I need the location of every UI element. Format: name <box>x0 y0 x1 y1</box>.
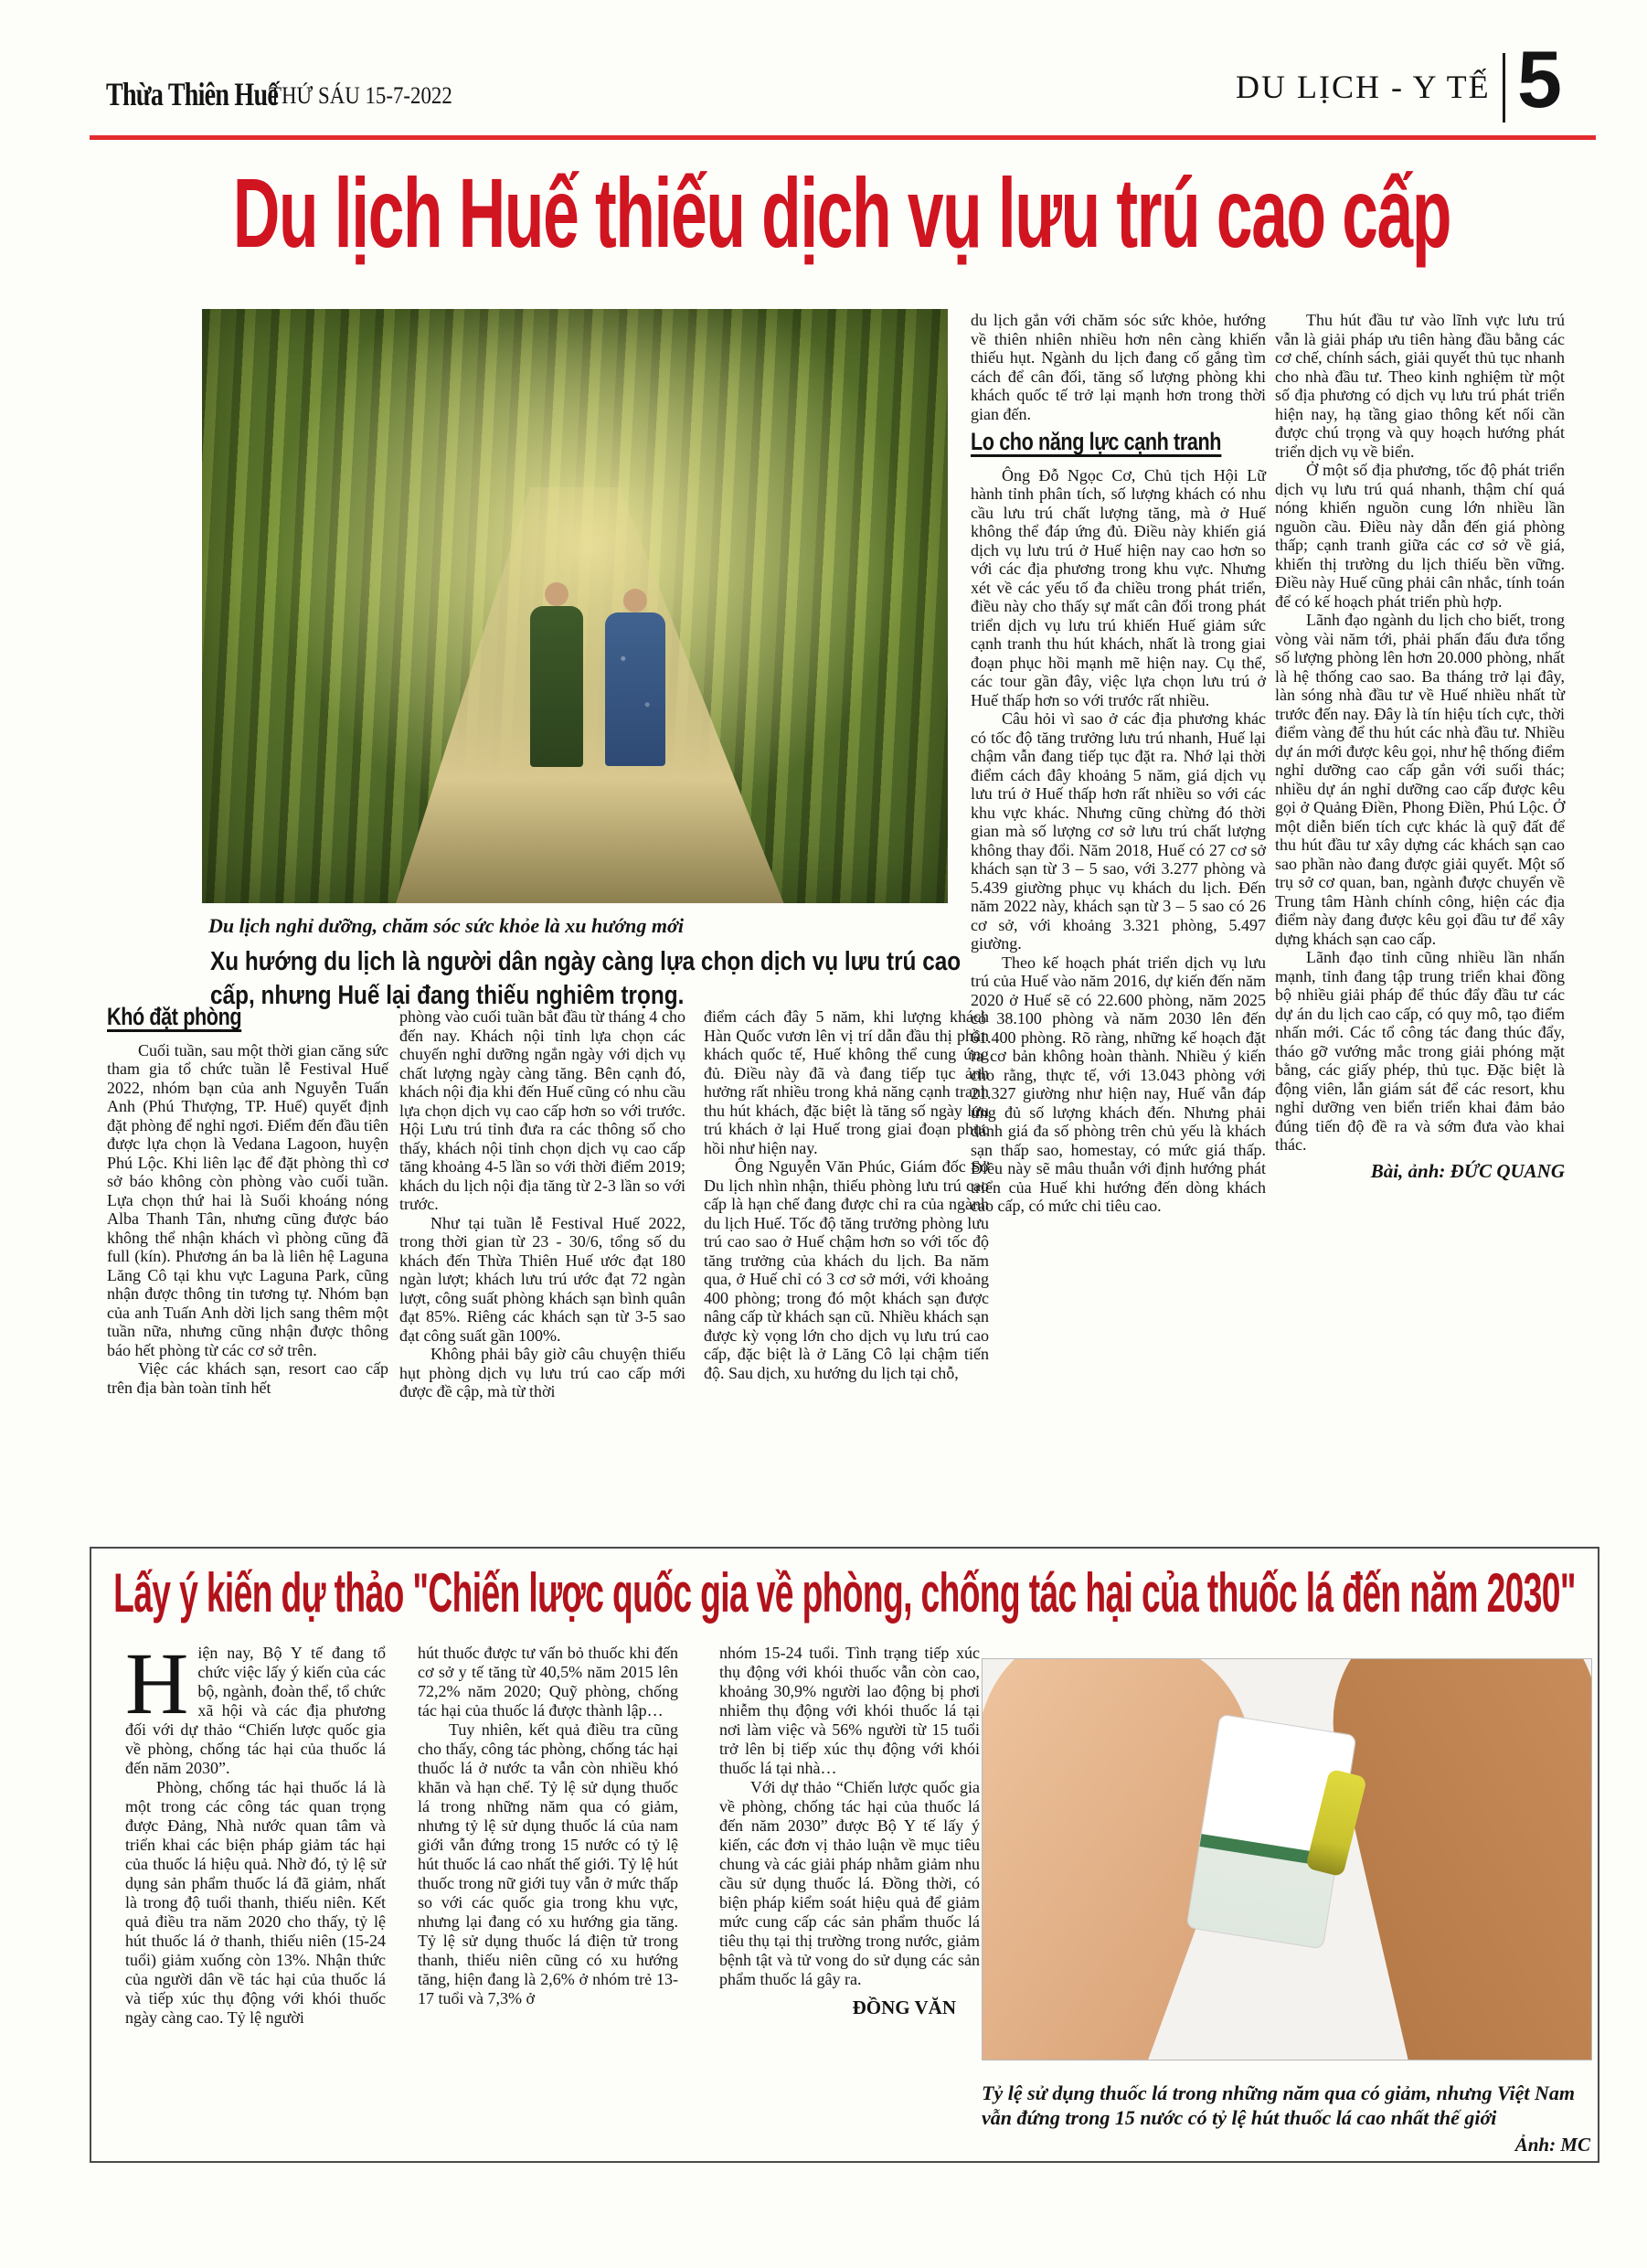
article2-author: ĐỒNG VĂN <box>852 1996 956 2018</box>
paragraph: Cuối tuần, sau một thời gian căng sức tham gia tổ chức tuần lễ Festival Huế 2022, nhóm bạn của anh Nguyễn Tuấn Anh (Phú Thượng, TP. Huế) quyết định đặt phòng để nghỉ ngơi. Điểm đến đầu tiên được lựa chọn là Vedana Lagoon, huyện Phú Lộc. Khi liên lạc để đặt phòng thì cơ sở báo không còn phòng vào cuối tuần. Lựa chọn thứ hai là Suối khoáng nóng Alba Thanh Tân, nhưng cũng được báo không thể nhận khách vì phòng cũng đã full (kín). Phương án ba là liên hệ Laguna Lăng Cô tại khu vực Laguna Park, cũng nhận được thông tin tương tự. Nhóm bạn của anh Tuấn Anh dời lịch sang thêm một tuần nữa, nhưng cũng nhận được thông báo hết phòng từ các cơ sở trên. <box>107 1040 388 1359</box>
section-title: DU LỊCH - Y TẾ <box>1236 69 1491 105</box>
article2-photo-caption: Tỷ lệ sử dụng thuốc lá trong những năm qua có giảm, nhưng Việt Nam vẫn đứng trong 15 nước có tỷ lệ hút thuốc lá cao nhất thế giới <box>982 2082 1575 2129</box>
paragraph: Ở một số địa phương, tốc độ phát triển dịch vụ lưu trú quá nhanh, thậm chí quá nóng khiến nguồn cung lớn nhiều lần nguồn cầu. Điều này dẫn đến giá phòng thấp; cạnh tranh giữa các cơ sở về giá, khiến thị trường du lịch thiếu bền vững. Điều này Huế cũng phải cân nhắc, tính toán để có kế hoạch phát triển phù hợp. <box>1275 461 1565 611</box>
paragraph: hút thuốc được tư vấn bỏ thuốc khi đến cơ sở y tế tăng từ 40,5% năm 2015 lên 72,2% năm 2020; Quỹ phòng, chống tác hại của thuốc lá được thành lập… <box>418 1644 678 1720</box>
figure-head <box>623 589 647 612</box>
article1-photo-caption: Du lịch nghỉ dưỡng, chăm sóc sức khỏe là xu hướng mới <box>208 914 684 937</box>
paragraph: du lịch gắn với chăm sóc sức khỏe, hướng về thiên nhiên nhiều hơn nên càng khiến thiếu hụt. Ngành du lịch đang cố gắng tìm cách để cân đối, tăng số lượng phòng khi khách quốc tế trở lại mạnh hơn trong thời gian đến. <box>971 311 1266 423</box>
paragraph: Tuy nhiên, kết quả điều tra cũng cho thấy, công tác phòng, chống tác hại thuốc lá ở nước ta vẫn còn nhiều khó khăn và hạn chế. Tỷ lệ sử dụng thuốc lá trong những năm qua có giảm, nhưng tỷ lệ sử dụng thuốc lá của nam giới vẫn đứng trong 15 nước có tỷ lệ hút thuốc lá cao nhất thế giới. Tỷ lệ hút thuốc trong nữ giới tuy vẫn ở mức thấp so với các quốc gia trong khu vực, nhưng lại đang có xu hướng gia tăng. Tỷ lệ sử dụng thuốc lá điện tử trong thanh, thiếu niên cũng có xu hướng tăng, hiện đang là 2,6% ở nhóm trẻ 13-17 tuổi và 7,3% ở <box>418 1720 678 2007</box>
figure-head <box>545 582 568 606</box>
paragraph: Thu hút đầu tư vào lĩnh vực lưu trú vẫn là giải pháp ưu tiên hàng đầu bằng các cơ chế, chính sách, giải quyết thủ tục nhanh cho nhà đầu tư. Theo kinh nghiệm từ một số địa phương có dịch vụ lưu trú phát triển hiện nay, hạ tầng giao thông kết nối cần được chú trọng và quy hoạch hướng phát triển dịch vụ về biển. <box>1275 311 1565 461</box>
page-number: 5 <box>1517 34 1562 124</box>
masthead-logo: Thừa Thiên Huế <box>106 76 279 112</box>
paragraph-dropcap: Hiện nay, Bộ Y tế đang tổ chức việc lấy ý kiến của các bộ, ngành, đoàn thể, tổ chức xã hội và các địa phương đối với dự thảo “Chiến lược quốc gia về phòng, chống tác hại của thuốc lá đến năm 2030”. <box>125 1634 386 1777</box>
photo-arm-right <box>1310 1658 1592 2060</box>
paragraph: Câu hỏi vì sao ở các địa phương khác có tốc độ tăng trưởng lưu trú nhanh, Huế lại chậm vẫn đang tiếp tục đặt ra. Nhớ lại thời điểm cách đây khoảng 5 năm, giá dịch vụ lưu trú ở Huế thấp hơn rất nhiều so với các khu vực khác. Nhưng cũng chừng đó thời gian mà số lượng cơ sở lưu trú chất lượng không thay đổi. Năm 2018, Huế có 27 cơ sở khách sạn từ 3 – 5 sao, với 3.277 phòng và 5.439 giường phục vụ khách du lịch. Đến năm 2022 này, khách sạn từ 3 – 5 sao có 26 cơ sở, với khoảng 3.321 phòng, 5.497 giường. <box>971 709 1266 953</box>
article1-column-1 <box>107 1003 388 1397</box>
issue-date: THỨ SÁU 15-7-2022 <box>269 82 452 109</box>
paragraph: Ông Đỗ Ngọc Cơ, Chủ tịch Hội Lữ hành tỉnh phân tích, số lượng khách có nhu cầu lưu trú chất lượng tăng, mà ở Huế không thể đáp ứng đủ. Điều này khiến giá dịch vụ lưu trú ở Huế hiện nay cao hơn so với các địa phương trong khu vực. Nhưng xét về các yếu tố đa chiều trong phát triển, điều này cho thấy sự mất cân đối trong phát triển dịch vụ lưu trú khiến Huế giảm sức cạnh tranh thu hút khách, nhất là trong giai đoạn phục hồi mạnh mẽ hiện nay. Cụ thể, các tour gần đây, việc lựa chọn lưu trú ở Huế thấp hơn so với trước rất nhiều. <box>971 465 1266 709</box>
article1-column-4 <box>971 311 1266 1216</box>
article2-column-1 <box>125 1634 386 2028</box>
article1-subhead-1: Khó đặt phòng <box>107 1003 242 1030</box>
paragraph: điểm cách đây 5 năm, khi lượng khách Hàn Quốc vươn lên vị trí dẫn đầu thị phần khách quốc tế, Huế không thể cung ứng đủ. Điều này đã và đang tiếp tục ảnh hưởng rất nhiều trong khả năng cạnh tranh thu hút khách, đặc biệt là tăng số ngày lưu trú khách ở lại Huế trong giai đoạn phục hồi như hiện nay. <box>704 1007 989 1157</box>
paragraph: Không phải bây giờ câu chuyện thiếu hụt phòng dịch vụ lưu trú cao cấp mới được đề cập, mà từ thời <box>399 1345 685 1400</box>
article1-column-5 <box>1275 311 1565 1180</box>
article1-author: Bài, ảnh: ĐỨC QUANG <box>1370 1159 1565 1182</box>
paragraph: phòng vào cuối tuần bắt đầu từ tháng 4 cho đến nay. Khách nội tỉnh lựa chọn các chuyến nghỉ dưỡng ngắn ngày với dịch vụ chất lượng ngày càng tăng. Bên cạnh đó, khách nội địa khi đến Huế cũng có nhu cầu lựa chọn dịch vụ cao cấp hơn so với trước. Hội Lưu trú tỉnh đưa ra các thông số cho thấy, khách nội tỉnh chọn dịch vụ cao cấp tăng khoảng 4-5 lần so với thời điểm 2019; khách du lịch nội địa tăng từ 2-3 lần so với trước. <box>399 1007 685 1213</box>
paragraph: nhóm 15-24 tuổi. Tình trạng tiếp xúc thụ động với khói thuốc vẫn còn cao, khoảng 30,9% người lao động bị phơi nhiễm thụ động với khói thuốc lá tại nơi làm việc và 56% người từ 15 tuổi trở lên bị tiếp xúc thụ động với khói thuốc lá tại nhà… <box>719 1644 980 1777</box>
paragraph: Lãnh đạo tỉnh cũng nhiều lần nhấn mạnh, tỉnh đang tập trung triển khai đồng bộ nhiều giải pháp để thúc đẩy đầu tư các dự án du lịch cao cấp, có quy mô, tạo điểm nhấn mới. Các tổ công tác đang thúc đẩy, tháo gỡ vướng mắc trong giải phóng mặt bằng, các giấy phép, thủ tục. Đặc biệt là động viên, lẫn giám sát để các resort, khu nghỉ dưỡng ven biển triển khai đảm bảo đúng tiến độ đề ra và sớm đưa vào khai thác. <box>1275 948 1565 1154</box>
article2-column-2 <box>418 1644 678 2008</box>
header-divider <box>1503 53 1505 122</box>
photo-figure-right <box>605 612 665 766</box>
paragraph: Như tại tuần lễ Festival Huế 2022, trong thời gian từ 23 - 30/6, tổng số du khách đến Thừa Thiên Huế ước đạt 180 ngàn lượt; khách lưu trú ước đạt 72 ngàn lượt, công suất phòng khách sạn bình quân đạt 85%. Riêng các khách sạn từ 3-5 sao đạt công suất gần 100%. <box>399 1213 685 1345</box>
article2-headline: Lấy ý kiến dự thảo "Chiến lược quốc gia về phòng, chống tác hại của thuốc lá đến năm 2030" <box>113 1562 1576 1624</box>
photo-figure-left <box>530 606 583 767</box>
paragraph: Phòng, chống tác hại thuốc lá là một trong các công tác quan trọng được Đảng, Nhà nước quan tâm và triển khai các biện pháp giảm tác hại của thuốc lá hiệu quả. Nhờ đó, tỷ lệ sử dụng sản phẩm thuốc lá đã giảm, nhất là trong độ tuổi thanh, thiếu niên. Kết quả điều tra năm 2020 cho thấy, tỷ lệ hút thuốc lá ở thanh, thiếu niên (15-24 tuổi) giảm xuống còn 13%. Nhận thức của người dân về tác hại của thuốc lá và tiếp xúc thụ động với khói thuốc ngày càng cao. Tỷ lệ người <box>125 1778 386 2027</box>
article1-subhead-2: Lo cho năng lực cạnh tranh <box>971 428 1222 455</box>
article2-photo-credit: Ảnh: MC <box>1514 2134 1590 2156</box>
paragraph: Việc các khách sạn, resort cao cấp trên địa bàn toàn tỉnh hết <box>107 1359 388 1397</box>
article1-intro: Xu hướng du lịch là người dân ngày càng lựa chọn dịch vụ lưu trú cao cấp, nhưng Huế lại đang thiếu nghiêm trọng. <box>210 947 962 1010</box>
article1-column-3 <box>704 1007 989 1382</box>
article2-photo <box>982 1658 1592 2060</box>
article1-column-2 <box>399 1007 685 1401</box>
paragraph: Ông Nguyễn Văn Phúc, Giám đốc Sở Du lịch nhìn nhận, thiếu phòng lưu trú cao cấp là hạn chế đang được chỉ ra của ngành du lịch Huế. Tốc độ tăng trưởng phòng lưu trú cao sao ở Huế chậm hơn so với tốc độ tăng trưởng của khách du lịch. Ba năm qua, ở Huế chỉ có 3 cơ sở mới, với khoảng 400 phòng; trong đó một khách sạn được nâng cấp từ khách sạn cũ. Nhiều khách sạn được kỳ vọng lớn cho dịch vụ lưu trú cao cấp, đặc biệt là ở Lăng Cô lại chậm tiến độ. Sau dịch, xu hướng du lịch tại chỗ, <box>704 1157 989 1382</box>
article2-column-3 <box>719 1644 980 2018</box>
article1-photo <box>202 309 948 903</box>
article2-box <box>90 1547 1599 2163</box>
header-rule <box>90 135 1596 140</box>
paragraph: Với dự thảo “Chiến lược quốc gia về phòng, chống tác hại của thuốc lá đến năm 2030” được Bộ Y tế lấy ý kiến, các đơn vị thảo luận về mục tiêu chung và các giải pháp nhằm giảm nhu cầu sử dụng thuốc lá. Đồng thời, có biện pháp kiểm soát hiệu quả để giảm mức cung cấp các sản phẩm thuốc lá tiêu thụ tại thị trường trong nước, giảm bệnh tật và tử vong do sử dụng các sản phẩm thuốc lá gây ra. <box>719 1778 980 1988</box>
paragraph: Theo kế hoạch phát triển dịch vụ lưu trú của Huế vào năm 2016, dự kiến đến năm 2020 ở Huế sẽ có 22.600 phòng, năm 2025 có 38.100 phòng và năm 2030 lên đến 61.400 phòng. Rõ ràng, những kế hoạch đặt ra cơ bản không hoàn thành. Nhiều ý kiến cho rằng, thực tế, với 13.043 phòng với 21.327 giường như hiện nay, Huế vẫn đáp ứng đủ số lượng khách đến. Nhưng phải đánh giá đa số phòng trên chủ yếu là khách sạn thấp sao, homestay, có mức giá thấp. Điều này sẽ mâu thuẫn với định hướng phát triển của Huế khi hướng đến dòng khách cao cấp, có mức chi tiêu cao. <box>971 953 1266 1215</box>
paragraph: Lãnh đạo ngành du lịch cho biết, trong vòng vài năm tới, phải phấn đấu đưa tổng số lượng phòng lên hơn 20.000 phòng, nhất là hệ thống cao sao. Ba tháng trở lại đây, làn sóng nhà đầu tư về Huế nhiều nhất từ trước đến nay. Đây là tín hiệu tích cực, thời điểm vàng để thu hút các nhà đầu tư. Nhiều dự án mới được kêu gọi, như hệ thống điểm nghỉ dưỡng cao cấp gắn với suối thác; nhiều dự án nghỉ dưỡng cao cấp được kêu gọi ở Quảng Điền, Phong Điền, Phú Lộc. Ở một diễn biến tích cực khác là quỹ đất để thu hút đầu tư xây dựng các khách sạn cao sao phần nào đang được giải quyết. Một số trụ sở cơ quan, ban, ngành được chuyển về Trung tâm Hành chính công, hiện các địa điểm này đang được kêu gọi đầu tư để xây dựng khách sạn cao cấp. <box>1275 611 1565 948</box>
article1-headline: Du lịch Huế thiếu dịch vụ lưu trú cao cấp <box>232 157 1451 268</box>
